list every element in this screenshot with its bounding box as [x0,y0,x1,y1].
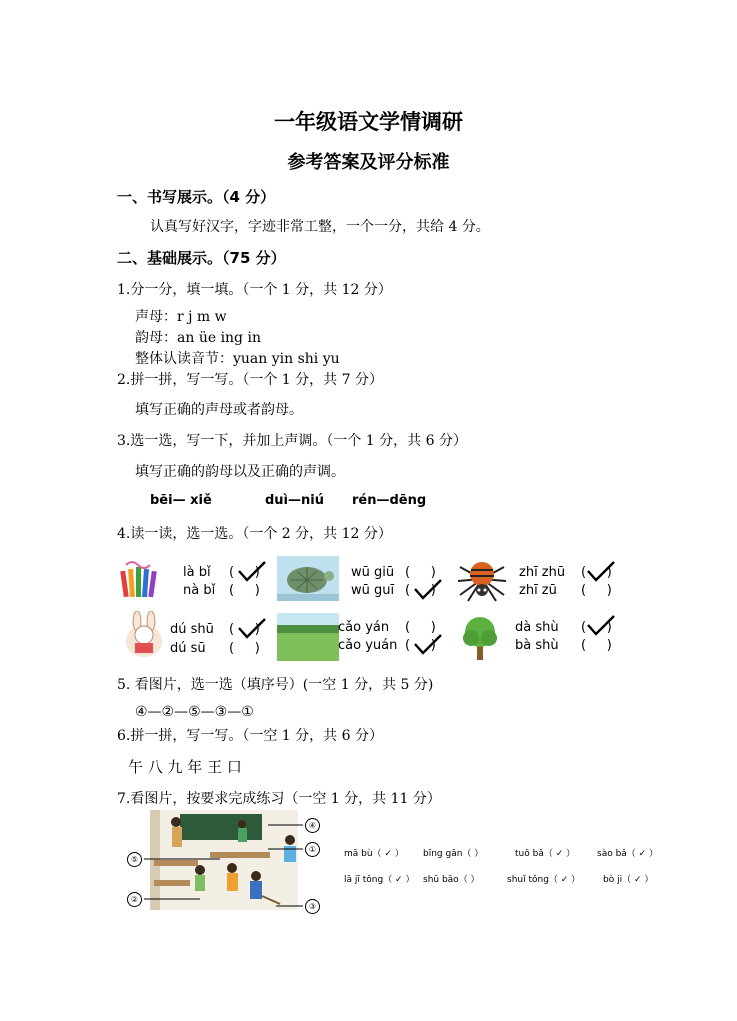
check-icon [237,617,267,639]
q3-answer-3: rén—dēng [352,493,427,508]
q7-row2-item1: lā jī tǒng（ ✓ ） [344,875,415,885]
q4-item3-paren-a: ( ) [581,565,612,580]
q4-item2-option-b: wū guī [351,583,395,598]
q2-text: 填写正确的声母或者韵母。 [135,402,303,418]
check-icon [413,578,443,600]
q7-row2-item3: shuǐ tǒng（ ✓ ） [507,875,581,885]
q6-heading: 6.拼一拼，写一写。（一空 1 分，共 6 分） [117,728,383,744]
q7-callout-lines [140,815,320,915]
q4-item5-option-a: cǎo yán [338,620,390,635]
q7-heading: 7.看图片，按要求完成练习（一空 1 分，共 11 分） [117,791,441,807]
section-2-heading: 二、基础展示。（75 分） [117,249,286,267]
q2-heading: 2.拼一拼，写一写。（一个 1 分，共 7 分） [117,372,383,388]
q7-row2-item4: bò ji（ ✓ ） [603,875,654,885]
q7-row1-item1: mā bù（ ✓ ） [344,849,404,859]
q5-heading: 5. 看图片，选一选（填序号）(一空 1 分，共 5 分) [117,677,434,693]
q1-heading: 1.分一分，填一填。（一个 1 分，共 12 分） [117,282,392,298]
q7-row1-item4: sào bǎ（ ✓ ） [597,849,659,859]
q6-answer: 午 八 九 年 王 口 [128,758,242,776]
spider-icon [455,554,510,604]
crayons-icon [118,557,168,601]
q1-yunmu: 韵母：an üe ing in [135,330,261,346]
page-title: 一年级语文学情调研 [274,109,463,134]
q4-item4-option-a: dú shū [170,622,214,637]
q4-item6-paren-b: ( ) [581,638,612,653]
q4-item3-paren-b: ( ) [581,583,612,598]
q4-item6-option-a: dà shù [515,620,559,635]
section-1-heading: 一、书写展示。（4 分） [117,188,276,206]
check-icon [237,560,267,582]
check-icon [586,614,616,636]
q4-item2-paren-a: ( ) [405,565,436,580]
q7-label-1: ① [305,842,320,857]
q4-item3-option-b: zhī zū [519,583,557,598]
q4-item3-option-a: zhī zhū [519,565,566,580]
q7-row1-item2: bīng gān（ ） [423,849,484,859]
q7-row1-item3: tuō bǎ（ ✓ ） [515,849,576,859]
q4-item1-paren-b: ( ) [229,583,260,598]
q4-item6-option-b: bà shù [515,638,559,653]
q4-item2-paren-b: ( ) [405,583,436,598]
q1-shengmu: 声母：r j m w [135,309,227,325]
reading-rabbit-icon [119,611,169,661]
q4-item4-paren-b: ( ) [229,641,260,656]
tree-icon [460,614,500,662]
q4-item6-paren-a: ( ) [581,620,612,635]
q7-row2-item2: shū bāo（ ） [423,875,480,885]
q3-answer-2: duì—niú [265,493,324,508]
q7-label-5: ⑤ [127,852,142,867]
q4-item4-option-b: dú sū [170,641,206,656]
q3-text: 填写正确的韵母以及正确的声调。 [135,464,345,480]
grassland-icon [277,613,339,661]
check-icon [586,560,616,582]
q3-heading: 3.选一选，写一下，并加上声调。（一个 1 分，共 6 分） [117,433,467,449]
q4-item2-option-a: wū giū [351,565,395,580]
q7-label-3: ③ [305,899,320,914]
turtle-icon [277,556,339,601]
q4-heading: 4.读一读，选一选。（一个 2 分，共 12 分） [117,526,392,542]
q4-item5-paren-b: ( ) [405,638,436,653]
section-1-text: 认真写好汉字，字迹非常工整，一个一分，共给 4 分。 [150,219,490,235]
q1-zhengti: 整体认读音节：yuan yin shi yu [135,351,340,367]
q4-item5-paren-a: ( ) [405,620,436,635]
q4-item1-paren-a: ( ) [229,565,260,580]
q5-answer: ④—②—⑤—③—① [135,704,254,720]
page-subtitle: 参考答案及评分标准 [287,152,450,173]
q4-item1-option-a: là bǐ [183,565,211,580]
q7-label-2: ② [127,892,142,907]
q4-item4-paren-a: ( ) [229,622,260,637]
q4-item5-option-b: cǎo yuán [338,638,398,653]
q4-item1-option-b: nà bǐ [183,583,216,598]
q7-label-4: ④ [305,818,320,833]
q3-answer-1: bēi— xiě [150,493,212,508]
check-icon [413,633,443,655]
